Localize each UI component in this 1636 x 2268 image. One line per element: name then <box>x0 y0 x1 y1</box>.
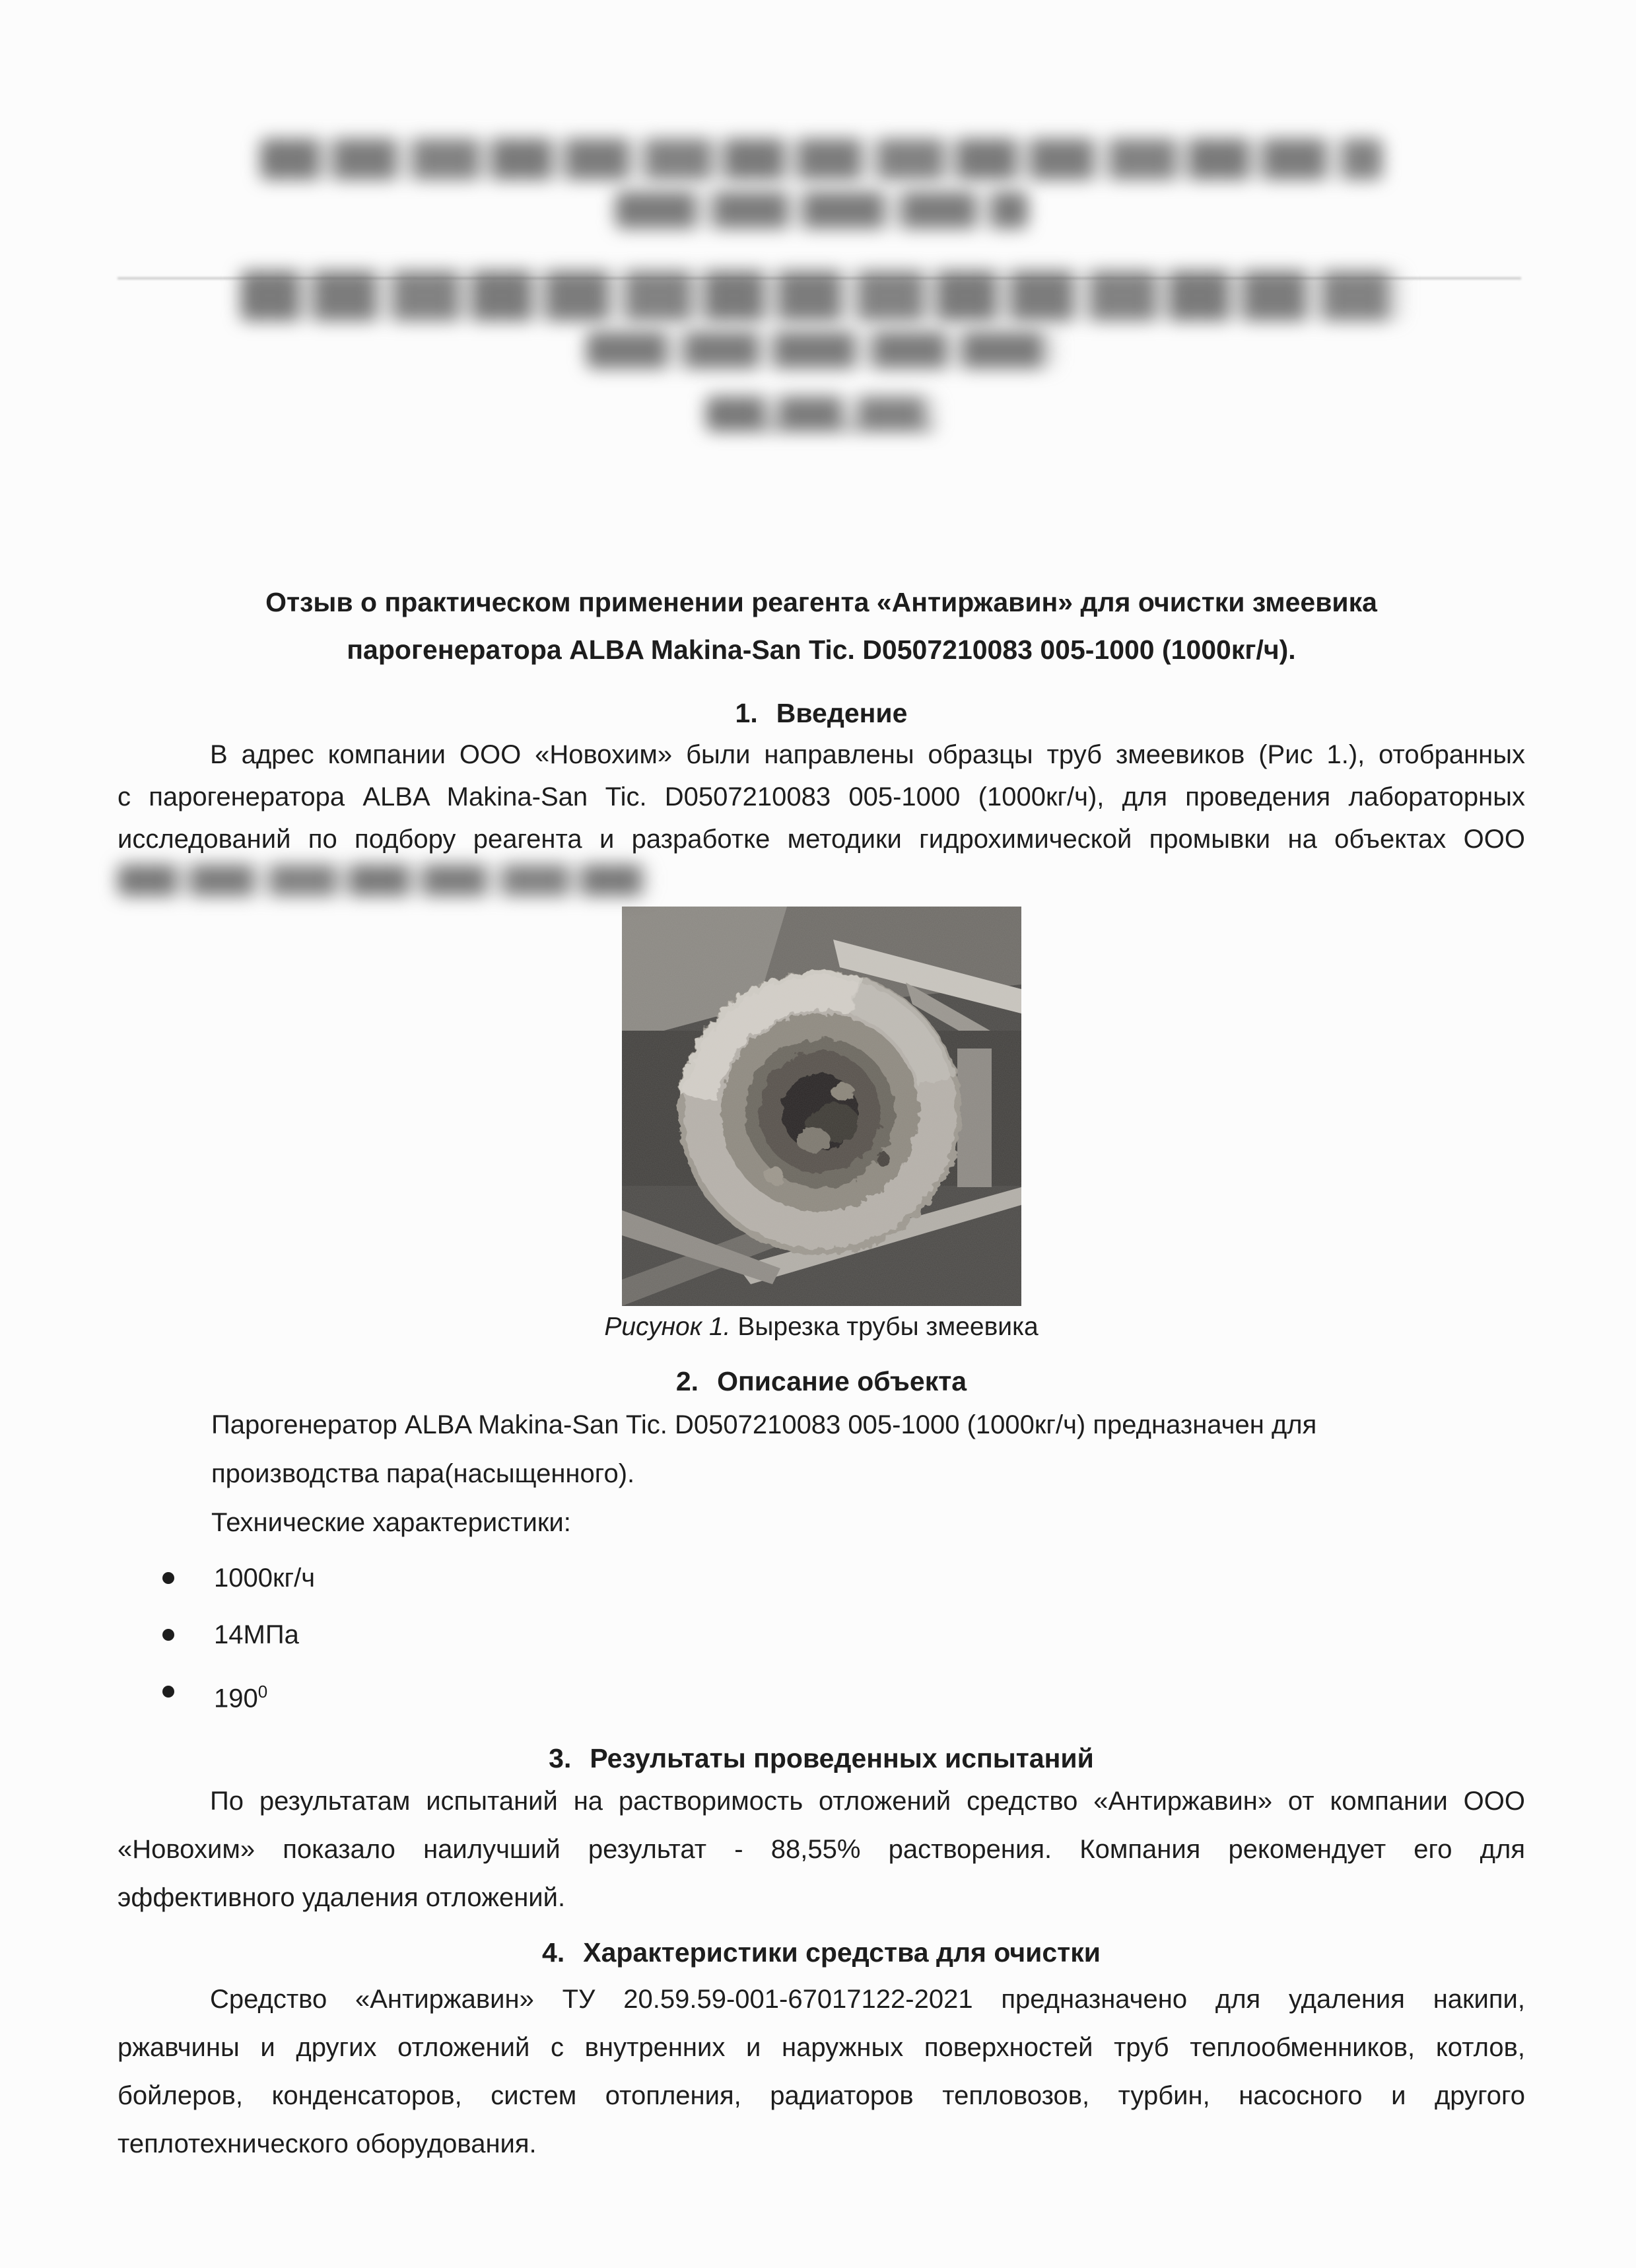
paragraph-line: с парогенератора ALBA Makina-San Tic. D0507210083 005-1000 (1000кг/ч), для проведения лабораторных <box>118 782 1525 811</box>
paragraph-line: бойлеров, конденсаторов, систем отопления, радиаторов тепловозов, турбин, насосного и другого <box>118 2081 1525 2111</box>
section-1-number: 1. <box>735 698 758 728</box>
section-3-heading <box>118 1745 1525 1772</box>
spec-item-temperature: $190^0$ <box>162 1663 1525 1727</box>
redacted-company-name-line <box>260 139 1382 180</box>
section-4-number: 4. <box>542 1937 565 1968</box>
letterhead-address-block <box>118 271 1525 321</box>
figure-1-caption <box>118 1313 1525 1342</box>
section-2-number: 2. <box>675 1366 699 1396</box>
paragraph-line: Технические характеристики: <box>211 1508 571 1537</box>
section-2-title: Описание объекта <box>717 1366 967 1396</box>
redacted-address-line-2 <box>586 331 1056 368</box>
paragraph-line: «Новохим» показало наилучший результат - 88,55% растворения. Компания рекомендует его для <box>118 1835 1525 1865</box>
section-1-heading <box>118 700 1525 727</box>
spec-item-pressure: 14МПа <box>162 1606 1525 1663</box>
paragraph-line: производства пара(насыщенного). <box>211 1459 635 1488</box>
spec-item-capacity: 1000кг/ч <box>162 1550 1525 1606</box>
section-3-title: Результаты проведенных испытаний <box>590 1743 1094 1774</box>
figure-1-caption-text: Вырезка трубы змеевика <box>730 1313 1039 1341</box>
figure-1 <box>118 907 1525 1342</box>
redacted-email-link <box>706 396 937 430</box>
figure-1-caption-label: Рисунок 1. <box>604 1313 731 1341</box>
redacted-site-name-line <box>118 864 649 896</box>
section-4-heading <box>118 1939 1525 1966</box>
document-title <box>118 578 1525 673</box>
paragraph-line: исследований по подбору реагента и разработке методики гидрохимической промывки на объектах ООО <box>118 825 1525 854</box>
document-title-line-1: Отзыв о практическом применении реагента «Антиржавин» для очистки змеевика <box>265 587 1377 617</box>
paragraph-line: эффективного удаления отложений. <box>118 1883 566 1913</box>
paragraph-line: Средство «Антиржавин» ТУ 20.59.59-001-67017122-2021 предназначено для удаления накипи, <box>210 1985 1525 2014</box>
page-content <box>118 0 1525 2168</box>
section-1-paragraph <box>118 734 1525 860</box>
document-title-line-2: парогенератора ALBA Makina-San Tic. D0507210083 005-1000 (1000кг/ч). <box>347 635 1296 665</box>
section-3-paragraph <box>118 1777 1525 1922</box>
section-2-paragraph <box>211 1400 1525 1547</box>
paragraph-line: В адрес компании ООО «Новохим» были направлены образцы труб змеевиков (Рис 1.), отобранных <box>210 740 1525 769</box>
paragraph-line: По результатам испытаний на растворимость отложений средство «Антиржавин» от компании ООО <box>210 1787 1525 1816</box>
paragraph-line: Парогенератор ALBA Makina-San Tic. D0507210083 005-1000 (1000кг/ч) предназначен для <box>211 1410 1317 1439</box>
paragraph-line: ржавчины и других отложений с внутренних и наружных поверхностей труб теплообменников, котлов, <box>118 2033 1525 2063</box>
temperature-superscript: 0 <box>257 1682 268 1701</box>
pipe-cutout-photo <box>622 907 1021 1306</box>
spec-bullet-list <box>118 1550 1525 1727</box>
section-1-title: Введение <box>776 698 908 728</box>
section-4-paragraph <box>118 1976 1525 2168</box>
section-4-title: Характеристики средства для очистки <box>583 1937 1101 1968</box>
section-2-heading <box>118 1368 1525 1395</box>
section-3-number: 3. <box>549 1743 572 1774</box>
redacted-address-line-1 <box>240 271 1402 321</box>
redacted-company-name-line-2 <box>615 191 1028 228</box>
paragraph-line: теплотехнического оборудования. <box>118 2129 537 2159</box>
